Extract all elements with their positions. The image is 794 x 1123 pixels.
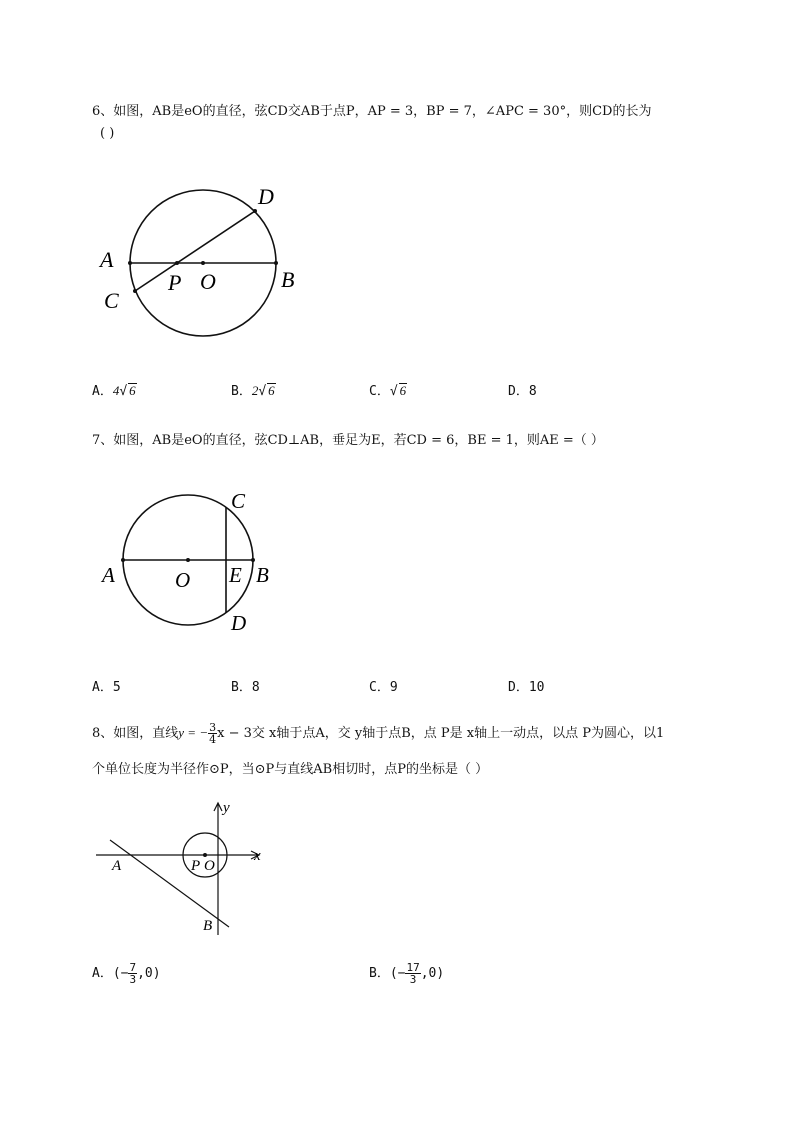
q6-option-d[interactable]: D．8	[508, 384, 537, 399]
q8-point-p	[203, 853, 207, 857]
q8-stem-line2: 个单位长度为半径作⊙P，当⊙P与直线AB相切时，点P的坐标是（ ）	[92, 762, 489, 777]
q6-chord-cd	[135, 211, 255, 291]
q8-label-y: y	[223, 800, 230, 816]
q6-answer-paren: ( )	[100, 126, 115, 141]
q6-option-a[interactable]: A．4√ 6	[92, 383, 136, 399]
q7-option-a[interactable]: A．5	[92, 680, 121, 695]
q7-label-b: B	[256, 563, 269, 587]
q6-option-c[interactable]: C．√ 6	[369, 383, 407, 399]
q6-point-d	[253, 209, 257, 213]
q6-point-b	[274, 261, 278, 265]
q8-label-x: x	[254, 848, 261, 864]
q8-line-ab	[110, 840, 229, 927]
q7-point-o	[186, 558, 190, 562]
q7-point-b	[251, 558, 255, 562]
q7-label-a: A	[102, 563, 115, 587]
q6-label-a: A	[100, 247, 114, 272]
q8-label-b: B	[203, 918, 213, 934]
q6-point-o	[201, 261, 205, 265]
q6-option-b[interactable]: B．2√ 6	[231, 383, 275, 399]
q7-point-a	[121, 558, 125, 562]
q6-point-a	[128, 261, 132, 265]
q6-label-d: D	[258, 184, 274, 209]
q7-label-c: C	[231, 489, 246, 513]
q7-label-d: D	[231, 611, 247, 635]
q6-stem: 6、如图，AB是eO的直径，弦CD交AB于点P，AP = 3，BP = 7，∠APC = 30°，则CD的长为	[92, 104, 652, 119]
q8-option-b[interactable]: B．(− $\frac{17}{3}$ ,0)	[369, 961, 445, 986]
q8-slope-fraction: $\frac{3}{4}$	[209, 721, 217, 746]
q7-label-e: E	[229, 563, 242, 587]
q6-label-c: C	[104, 288, 119, 313]
q8-label-a: A	[112, 858, 122, 874]
q6-point-p	[175, 261, 179, 265]
q8-stem-line1: 8、如图，直线y = − $\frac{3}{4}$ x − 3交 x轴于点A，交 y轴于点B，点 P是 x轴上一动点，以点 P为圆心，以1	[92, 721, 665, 746]
q7-stem: 7、如图，AB是eO的直径，弦CD⊥AB，垂足为E，若CD = 6，BE = 1，则AE =（ ）	[92, 433, 604, 448]
q8-label-o: O	[204, 858, 215, 874]
q7-label-o: O	[175, 568, 191, 592]
q8-option-a[interactable]: A．(− $\frac{7}{3}$ ,0)	[92, 961, 161, 986]
q7-option-d[interactable]: D．10	[508, 680, 545, 695]
q6-label-o: O	[200, 269, 216, 294]
q6-label-b: B	[281, 267, 295, 292]
q7-option-c[interactable]: C．9	[369, 680, 398, 695]
q6-point-c	[133, 289, 137, 293]
q6-label-p: P	[168, 270, 182, 295]
q8-label-p: P	[191, 858, 201, 874]
q7-option-b[interactable]: B．8	[231, 680, 260, 695]
